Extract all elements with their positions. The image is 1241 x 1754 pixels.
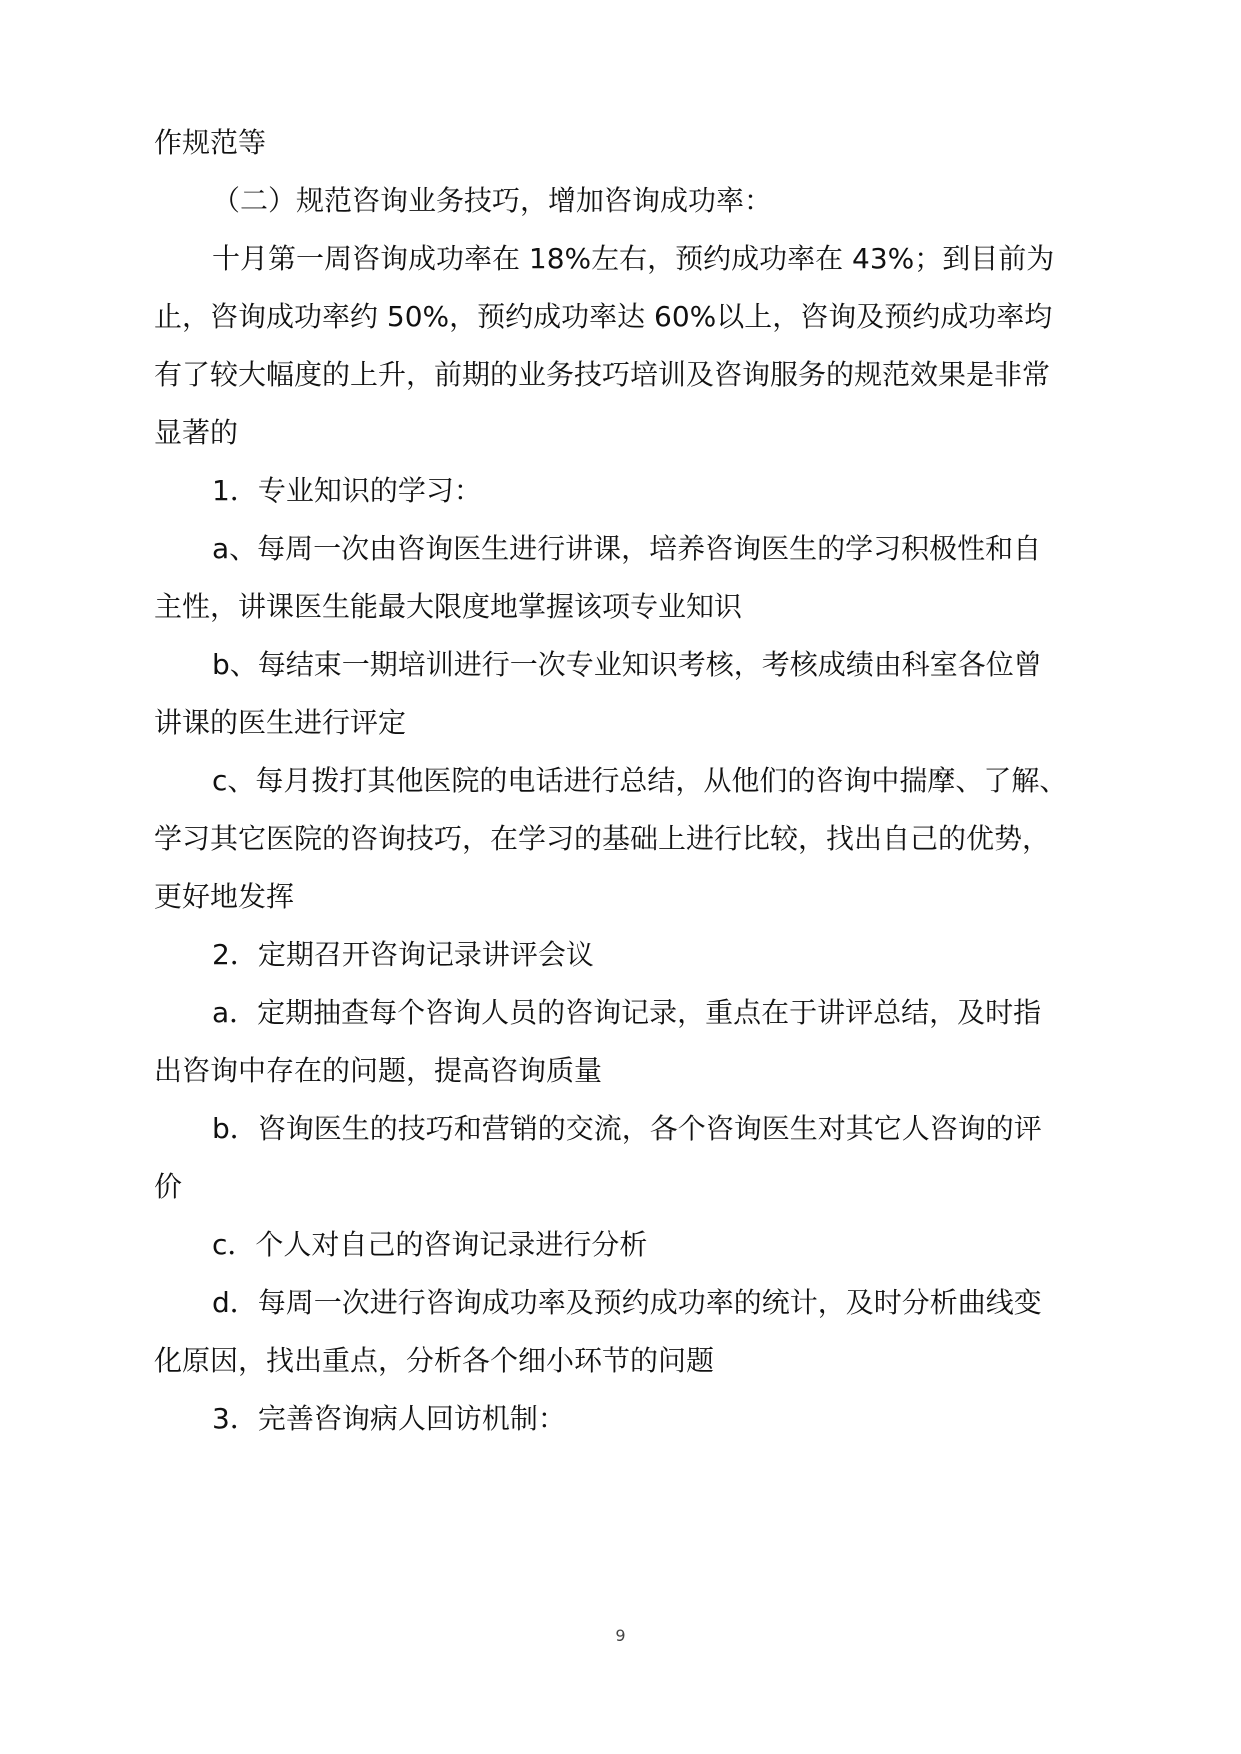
text-line: 止，咨询成功率约 50%，预约成功率达 60%以上，咨询及预约成功率均 <box>154 300 1053 333</box>
text-line: 十月第一周咨询成功率在 18%左右，预约成功率在 43%；到目前为 <box>212 242 1055 275</box>
section-heading: （二）规范咨询业务技巧，增加咨询成功率： <box>212 184 773 217</box>
page-number: 9 <box>615 1626 626 1645</box>
text-line: 价 <box>154 1170 183 1203</box>
text-line: 更好地发挥 <box>154 880 295 913</box>
text-line: 有了较大幅度的上升，前期的业务技巧培训及咨询服务的规范效果是非常 <box>154 358 1051 391</box>
text-line: 作规范等 <box>154 126 267 159</box>
text-line: 讲课的医生进行评定 <box>154 706 407 739</box>
text-line: a．定期抽查每个咨询人员的咨询记录，重点在于讲评总结，及时指 <box>212 996 1042 1029</box>
text-line: 主性，讲课医生能最大限度地掌握该项专业知识 <box>154 590 743 623</box>
text-line: 学习其它医院的咨询技巧，在学习的基础上进行比较，找出自己的优势， <box>154 822 1051 855</box>
text-line: 出咨询中存在的问题，提高咨询质量 <box>154 1054 603 1087</box>
subsection-heading: 1．专业知识的学习： <box>212 474 482 507</box>
text-line: a、每周一次由咨询医生进行讲课，培养咨询医生的学习积极性和自 <box>212 532 1042 565</box>
text-line: b、每结束一期培训进行一次专业知识考核，考核成绩由科室各位曾 <box>212 648 1042 681</box>
subsection-heading: 3．完善咨询病人回访机制： <box>212 1402 566 1435</box>
subsection-heading: 2．定期召开咨询记录讲评会议 <box>212 938 594 971</box>
text-line: b．咨询医生的技巧和营销的交流，各个咨询医生对其它人咨询的评 <box>212 1112 1042 1145</box>
text-line: d．每周一次进行咨询成功率及预约成功率的统计，及时分析曲线变 <box>212 1286 1042 1319</box>
text-line: c、每月拨打其他医院的电话进行总结，从他们的咨询中揣摩、了解、 <box>212 764 1068 797</box>
text-line: 显著的 <box>154 416 239 449</box>
text-line: 化原因，找出重点，分析各个细小环节的问题 <box>154 1344 715 1377</box>
text-line: c．个人对自己的咨询记录进行分析 <box>212 1228 648 1261</box>
